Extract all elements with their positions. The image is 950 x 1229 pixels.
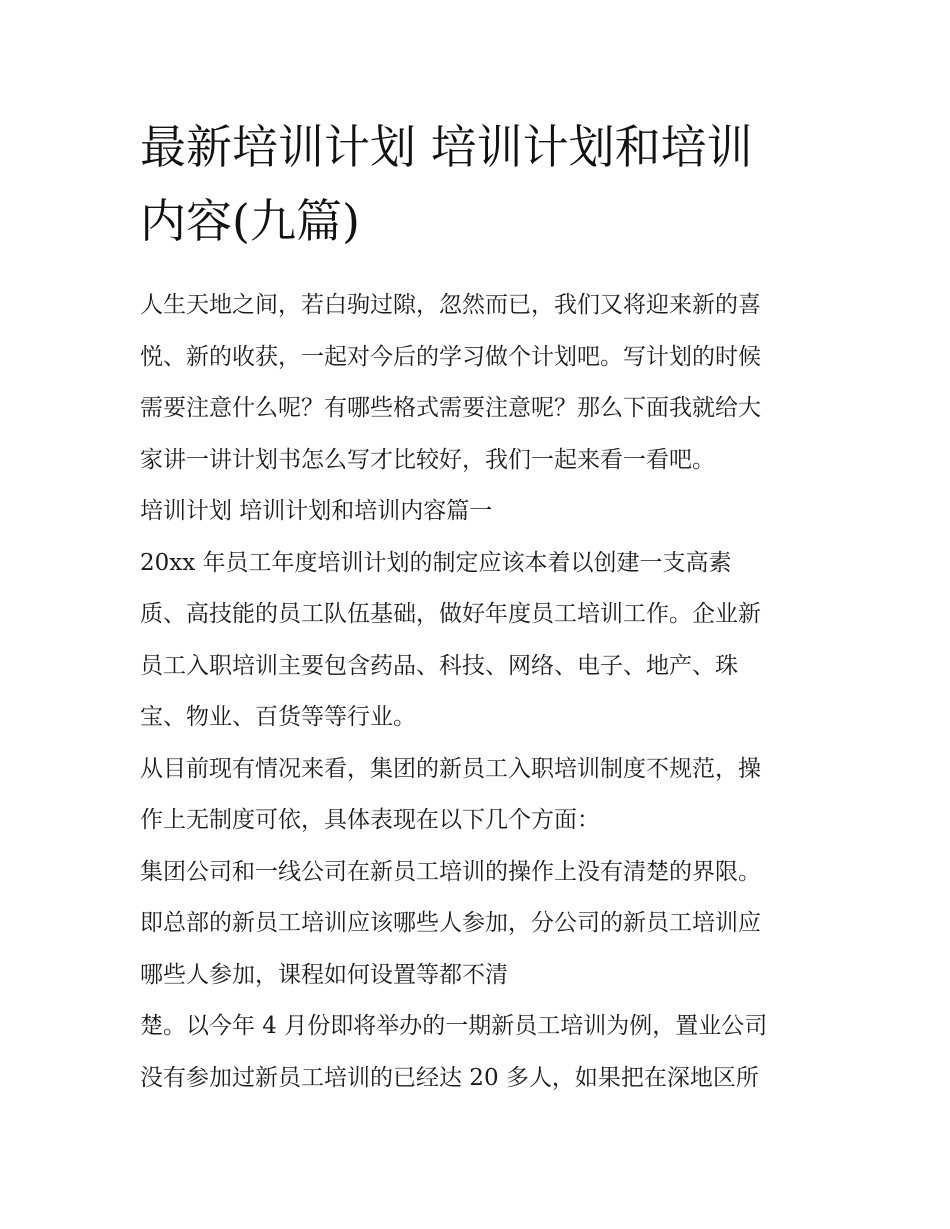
paragraph-line: 即总部的新员工培训应该哪些人参加，分公司的新员工培训应 <box>140 910 761 936</box>
document-content <box>140 110 820 1104</box>
document-body <box>140 280 820 1104</box>
title-line: 最新培训计划 培训计划和培训 <box>140 120 753 174</box>
paragraph-line: 20xx 年员工年度培训计划的制定应该本着以创建一支高素 <box>140 549 732 576</box>
intro-line: 人生天地之间，若白驹过隙，忽然而已，我们又将迎来新的喜 <box>140 292 761 318</box>
paragraph-line: 作上无制度可依，具体表现在以下几个方面： <box>140 807 600 833</box>
intro-line: 需要注意什么呢？有哪些格式需要注意呢？那么下面我就给大 <box>140 395 761 421</box>
intro-line: 家讲一讲计划书怎么写才比较好，我们一起来看一看吧。 <box>140 446 715 473</box>
paragraph-line: 楚。以今年 4 月份即将举办的一期新员工培训为例，置业公司 <box>140 1013 768 1039</box>
paragraph-line: 从目前现有情况来看，集团的新员工入职培训制度不规范，操 <box>140 755 761 782</box>
paragraph-line: 没有参加过新员工培训的已经达 20 多人，如果把在深地区所 <box>140 1064 759 1091</box>
title-line: 内容(九篇) <box>140 194 360 248</box>
paragraph-line: 质、高技能的员工队伍基础，做好年度员工培训工作。企业新 <box>140 601 761 627</box>
paragraph-line: 哪些人参加，课程如何设置等都不清 <box>140 961 508 988</box>
section-heading: 培训计划 培训计划和培训内容篇一 <box>140 498 493 524</box>
document-title <box>140 110 820 258</box>
paragraph-line: 集团公司和一线公司在新员工培训的操作上没有清楚的界限。 <box>140 858 761 885</box>
paragraph-line: 宝、物业、百货等等行业。 <box>140 704 416 730</box>
paragraph-line: 员工入职培训主要包含药品、科技、网络、电子、地产、珠 <box>140 652 738 679</box>
intro-line: 悦、新的收获，一起对今后的学习做个计划吧。写计划的时候 <box>140 343 761 370</box>
